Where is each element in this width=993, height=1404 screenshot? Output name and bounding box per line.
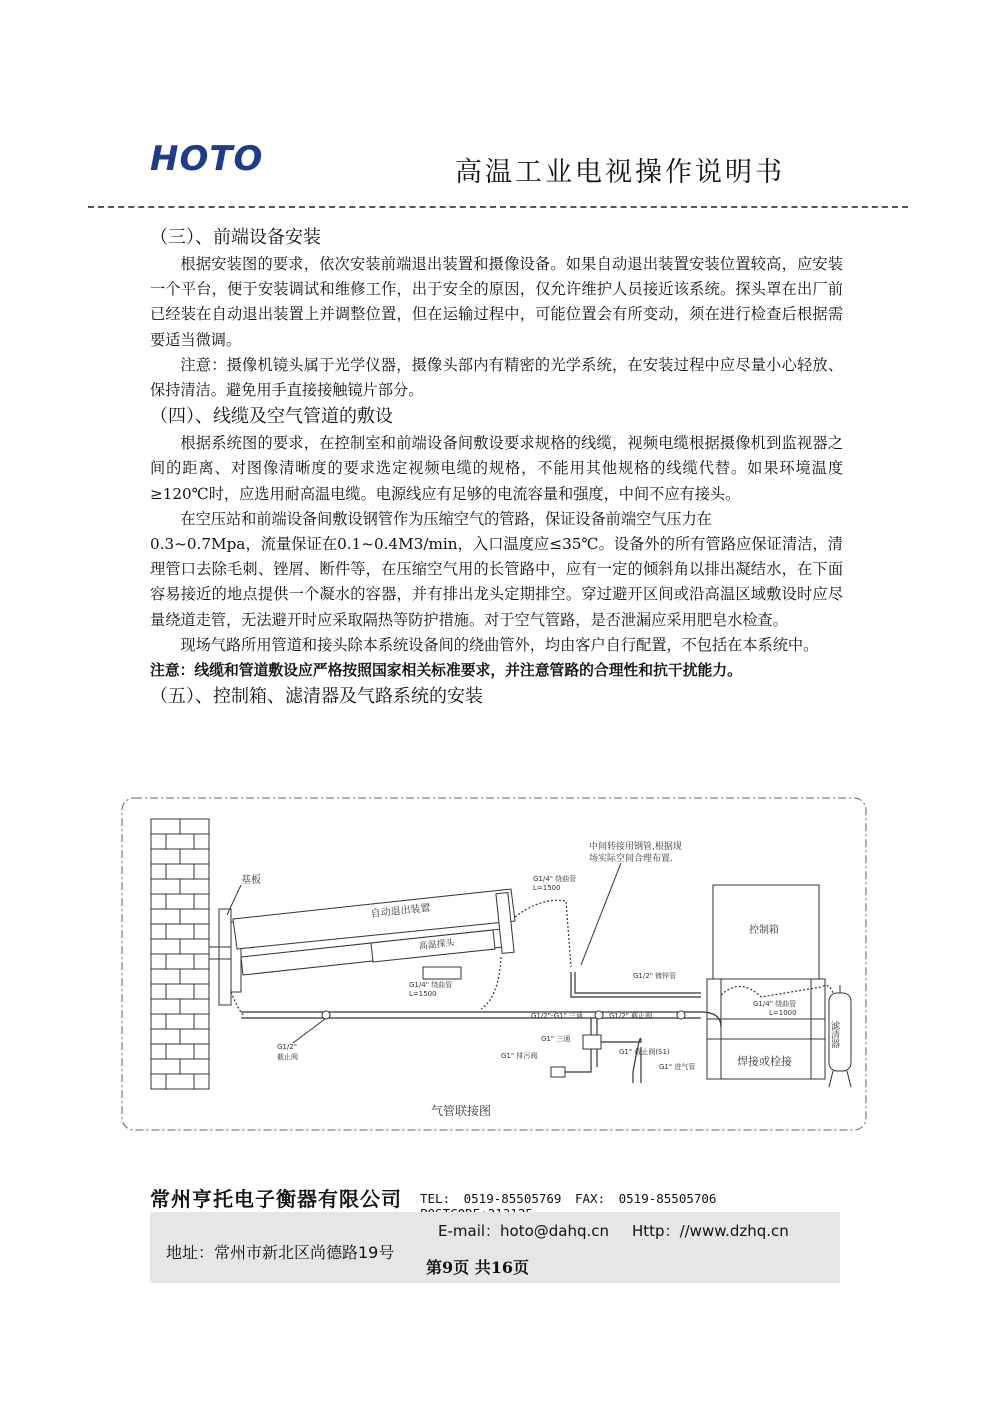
contact-info: TEL: 0519-85505769 FAX: 0519-85505706 (420, 1191, 717, 1206)
section-3-paragraph: 根据安装图的要求，依次安装前端退出装置和摄像设备。如果自动退出装置安装位置较高，应安装一个平台，便于安装调试和维修工作，出于安全的原因，仅允许维护人员接近该系统。探头罩在出厂前已经装在自动退出装置上并调整位置，但在运输过程中，可能位置会有所变动，须在进行检查后根据需要适当微调。 (150, 255, 843, 349)
section-4-paragraph-2b: 0.3~0.7Mpa，流量保证在0.1~0.4M3/min，入口温度应≤35℃。设备外的所有管路应保证清洁，清理管口去除毛刺、锉屑、断件等，在压缩空气用的长管路中，应有一定的倾斜角以排出凝结水，在下面容易接近的地点提供一个凝水的容器，并有排出龙头定期排空。穿过避开区间或沿高温区域敷设时应尽量绕道走管，无法避开时应采取隔热等防护措施。对于空气管路，是否泄漏应采用肥皂水检查。 (150, 535, 843, 629)
label-left-valve-2: 截止阀 (277, 1053, 298, 1061)
label-hose-mid-2: L=1500 (409, 990, 437, 998)
control-box (707, 885, 825, 1079)
label-hose-top-1: G1/4" 绕曲管 (533, 875, 577, 883)
label-left-valve-1: G1/2" (277, 1043, 297, 1051)
section-3-heading: （三）、前端设备安装 (150, 227, 321, 248)
footer-band (150, 1212, 840, 1283)
label-drain: G1" 排污阀 (501, 1052, 538, 1060)
label-stop-s1: G1" 截止阀(S1) (619, 1048, 670, 1056)
label-control-box: 控制箱 (749, 925, 779, 936)
label-retract: 自动退出装置 (370, 902, 431, 920)
retract-device (233, 889, 515, 979)
label-probe: 高温探头 (418, 938, 456, 952)
section-4-paragraph-3: 现场气路所用管道和接头除本系统设备间的绕曲管外，均由客户自行配置，不包括在本系统中。 (180, 635, 819, 654)
email-text: E-mail：hoto@dahq.cn (438, 1222, 610, 1240)
header-divider (88, 206, 908, 208)
label-filter: 滤清器 (829, 1021, 839, 1048)
document-title: 高温工业电视操作说明书 (455, 157, 785, 188)
page-footer (150, 1175, 840, 1283)
section-4-note: 注意：线缆和管道敷设应严格按照国家相关标准要求，并注意管路的合理性和抗干扰能力。 (150, 662, 742, 680)
label-inlet: G1" 进气管 (659, 1063, 696, 1071)
company-logo: HOTO (150, 139, 264, 179)
air-pipe-diagram (121, 797, 867, 1131)
company-name: 常州亨托电子衡器有限公司 (150, 1187, 402, 1211)
label-galv-pipe: G1/2" 镀锌管 (633, 972, 677, 980)
label-base-plate: 基板 (241, 875, 261, 886)
section-5-heading: （五）、控制箱、滤清器及气路系统的安装 (150, 686, 483, 708)
label-note-line1: 中间转接用钢管,根据现 (589, 842, 682, 852)
section-4-heading: （四）、线缆及空气管道的敷设 (150, 406, 393, 428)
brick-wall (151, 819, 209, 1089)
label-hose-mid-1: G1/4" 绕曲管 (409, 981, 453, 989)
section-4-paragraph-1: 根据系统图的要求，在控制室和前端设备间敷设要求规格的线缆，视频电缆根据摄像机到监视器之间的距离、对图像清晰度的要求选定视频电缆的规格，不能用其他规格的线缆代替。如果环境温度≥120℃时，应选用耐高温电缆。电源线应有足够的电流容量和强度，中间不应有接头。 (150, 434, 843, 503)
document-body (150, 224, 843, 711)
section-3-note: 注意：摄像机镜头属于光学仪器，摄像头部内有精密的光学系统，在安装过程中应尽量小心轻放、保持清洁。避免用手直接接触镜片部分。 (150, 355, 843, 400)
address-text: 地址：常州市新北区尚德路19号 (166, 1243, 395, 1262)
label-hose-right-2: L=1000 (769, 1009, 797, 1017)
label-hose-right-1: G1/4" 绕曲管 (753, 1000, 797, 1008)
label-tee-1: G1" 三通 (541, 1035, 571, 1043)
section-4-paragraph-2a: 在空压站和前端设备间敷设钢管作为压缩空气的管路，保证设备前端空气压力在 (180, 509, 712, 528)
label-stop-half: G1/2" 截止阀 (609, 1012, 653, 1020)
label-note-line2: 场实际空间合理布置. (589, 854, 673, 864)
page-number: 第9页 共16页 (426, 1258, 529, 1277)
diagram-caption: 气管联接图 (431, 1104, 492, 1118)
label-hose-top-2: L=1500 (533, 884, 561, 892)
website-text: Http：//www.dzhq.cn (632, 1222, 789, 1240)
label-tee-half: G1/2"-G1" 三通 (531, 1012, 584, 1020)
label-weld: 焊接或栓接 (737, 1055, 792, 1068)
